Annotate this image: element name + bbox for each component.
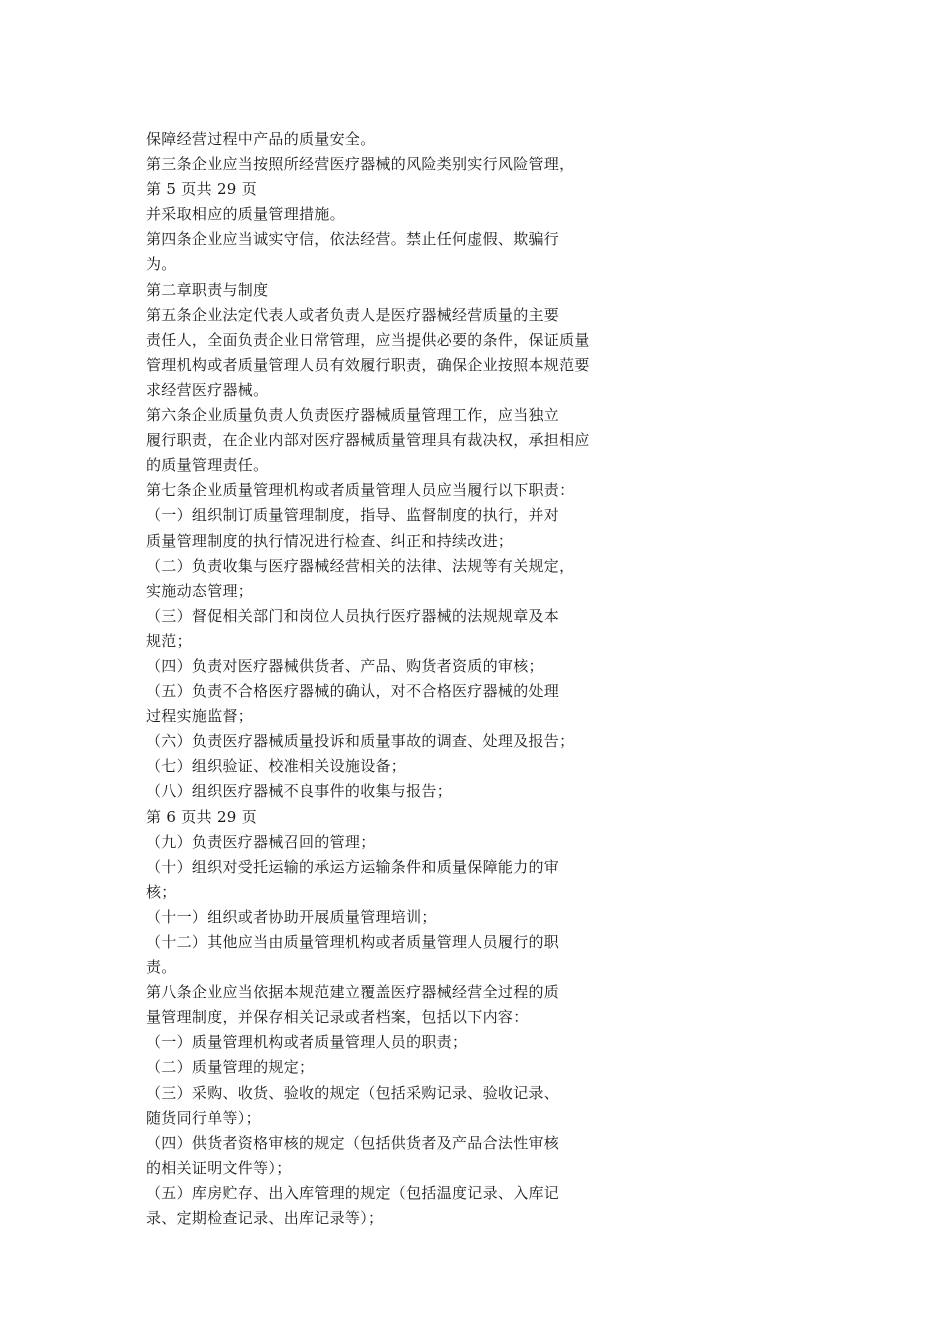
list-item: （三）采购、收货、验收的规定（包括采购记录、验收记录、 (146, 1083, 560, 1102)
document-body (146, 127, 646, 1231)
list-item: （十一）组织或者协助开展质量管理培训； (146, 907, 437, 926)
text-line: 保障经营过程中产品的质量安全。 (146, 130, 376, 148)
list-item: （十二）其他应当由质量管理机构或者质量管理人员履行的职 (146, 933, 560, 951)
list-item: （七）组织验证、校准相关设施设备； (146, 757, 407, 776)
text-line: 的质量管理责任。 (146, 456, 269, 475)
text-line: 履行职责，在企业内部对医疗器械质量管理具有裁决权，承担相应 (146, 431, 590, 450)
text-line: 核； (146, 882, 177, 901)
text-line: 责。 (146, 958, 177, 977)
page-number: 第 6 页共 29 页 (146, 807, 258, 826)
text-line: 录、定期检查记录、出库记录等）； (146, 1209, 384, 1228)
list-item: （一）质量管理机构或者质量管理人员的职责； (146, 1033, 468, 1052)
list-item: （二）质量管理的规定； (146, 1058, 315, 1077)
list-item: （一）组织制订质量管理制度，指导、监督制度的执行，并对 (146, 506, 560, 525)
text-line: 量管理制度，并保存相关记录或者档案，包括以下内容： (146, 1008, 529, 1027)
text-line: 第四条企业应当诚实守信，依法经营。禁止任何虚假、欺骗行 (146, 230, 560, 249)
text-line: 并采取相应的质量管理措施。 (146, 205, 345, 224)
page-number: 第 5 页共 29 页 (146, 180, 258, 199)
text-line: 的相关证明文件等）； (146, 1158, 292, 1177)
text-line: 规范； (146, 631, 192, 650)
list-item: （十）组织对受托运输的承运方运输条件和质量保障能力的审 (146, 857, 560, 876)
text-line: 第六条企业质量负责人负责医疗器械质量管理工作，应当独立 (146, 406, 560, 425)
text-line: 第七条企业质量管理机构或者质量管理人员应当履行以下职责： (146, 481, 575, 500)
list-item: （九）负责医疗器械召回的管理； (146, 832, 376, 851)
list-item: （六）负责医疗器械质量投诉和质量事故的调查、处理及报告； (146, 732, 575, 751)
text-line: 为。 (146, 255, 177, 274)
list-item: （二）负责收集与医疗器械经营相关的法律、法规等有关规定， (146, 556, 575, 575)
text-line: 质量管理制度的执行情况进行检查、纠正和持续改进； (146, 531, 514, 550)
chapter-heading: 第二章职责与制度 (146, 280, 269, 299)
text-line: 过程实施监督； (146, 707, 254, 726)
list-item: （八）组织医疗器械不良事件的收集与报告； (146, 782, 453, 801)
list-item: （三）督促相关部门和岗位人员执行医疗器械的法规规章及本 (146, 606, 560, 625)
text-line: 实施动态管理； (146, 581, 254, 600)
list-item: （五）负责不合格医疗器械的确认，对不合格医疗器械的处理 (146, 682, 560, 701)
text-line: 管理机构或者质量管理人员有效履行职责，确保企业按照本规范要 (146, 355, 590, 374)
text-line: 第五条企业法定代表人或者负责人是医疗器械经营质量的主要 (146, 305, 560, 324)
text-line: 责任人，全面负责企业日常管理，应当提供必要的条件，保证质量 (146, 330, 590, 349)
list-item: （五）库房贮存、出入库管理的规定（包括温度记录、入库记 (146, 1183, 560, 1202)
text-line: 求经营医疗器械。 (146, 380, 269, 399)
list-item: （四）供货者资格审核的规定（包括供货者及产品合法性审核 (146, 1133, 560, 1152)
text-line: 第八条企业应当依据本规范建立覆盖医疗器械经营全过程的质 (146, 983, 560, 1002)
text-line: 随货同行单等）； (146, 1108, 261, 1127)
list-item: （四）负责对医疗器械供货者、产品、购货者资质的审核； (146, 656, 544, 675)
text-line: 第三条企业应当按照所经营医疗器械的风险类别实行风险管理， (146, 155, 575, 174)
